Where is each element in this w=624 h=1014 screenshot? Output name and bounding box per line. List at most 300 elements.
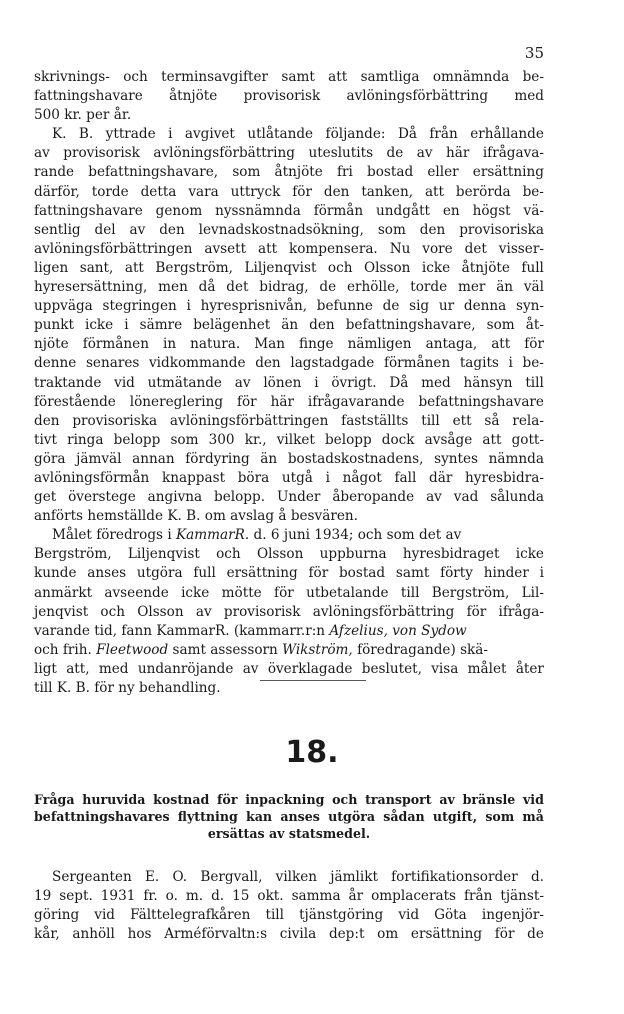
word: vid	[94, 907, 116, 924]
word: ingenjör-	[481, 907, 544, 924]
word: den	[159, 221, 185, 238]
word: något	[342, 469, 382, 486]
text-line	[34, 316, 544, 335]
word: hänsyn	[463, 374, 513, 391]
word: år	[348, 888, 364, 905]
word: K.	[52, 126, 67, 143]
word: kår,	[34, 926, 60, 943]
word: här	[446, 145, 470, 162]
heading-line: ersättas av statsmedel.	[207, 826, 371, 841]
text-line	[34, 450, 544, 469]
word: nyssnämnda	[215, 202, 301, 219]
text-line	[34, 641, 544, 660]
word: utlåtande	[247, 126, 314, 143]
text-line	[34, 87, 544, 106]
word: 1931	[100, 888, 136, 905]
word: befattningshavare,	[88, 164, 219, 181]
word: förty	[440, 565, 473, 582]
text-line	[34, 887, 544, 906]
word: vid	[398, 907, 420, 924]
word: och	[123, 69, 148, 85]
word: ersättning	[410, 926, 483, 943]
word: full	[521, 259, 544, 276]
word: annan	[132, 450, 175, 467]
text-line	[34, 144, 544, 163]
word: mötte	[221, 584, 262, 601]
word: av	[34, 145, 50, 162]
word: för	[274, 584, 294, 601]
word: omplacerats	[371, 888, 457, 905]
text-fragment: varande tid, fann KammarR. (kammarr.r:n	[34, 622, 330, 639]
word: hyresbidraget	[402, 546, 500, 563]
word: fastställts	[341, 412, 409, 429]
text-line	[34, 469, 544, 488]
text-line	[34, 374, 544, 393]
word: Lil-	[521, 584, 544, 601]
word: Bergvall,	[200, 869, 263, 885]
text-line	[34, 335, 544, 354]
word: Då	[389, 374, 409, 391]
word: Bergström,	[155, 259, 233, 276]
word: de	[382, 298, 400, 315]
word: den	[323, 183, 350, 200]
word: förmånen	[82, 336, 149, 353]
word: tagits	[459, 355, 499, 372]
word: icke	[515, 546, 544, 563]
word: följande:	[325, 126, 386, 143]
word: av	[416, 145, 433, 162]
word: som	[486, 317, 515, 334]
word: befunne	[316, 298, 373, 315]
word: utgå	[281, 469, 313, 486]
word: fall	[394, 469, 417, 486]
word: vara	[188, 183, 219, 200]
word: där	[429, 469, 453, 486]
word: get	[34, 489, 57, 506]
word: Bergström,	[431, 584, 510, 601]
word: som	[232, 164, 261, 181]
word: sept.	[59, 888, 93, 905]
word: Bergström,	[34, 546, 112, 563]
word: som	[377, 221, 406, 238]
word: utbetalande	[306, 584, 389, 601]
word: lönen	[263, 374, 302, 391]
word: avlöningsförbättringen	[169, 412, 329, 429]
word: det	[226, 279, 249, 296]
word: full	[193, 565, 216, 582]
word: tjänstgöring	[299, 907, 384, 924]
word: 19	[34, 888, 52, 905]
word: belopp	[324, 431, 372, 448]
word: hyresersättning,	[34, 279, 148, 296]
word: samtliga	[360, 69, 420, 85]
word: utgift,	[432, 809, 478, 824]
word: det	[464, 240, 487, 257]
word: fr.	[143, 888, 158, 905]
word: be-	[522, 183, 544, 200]
word: Då	[397, 126, 417, 143]
word: men	[158, 279, 188, 296]
word: förmånen	[383, 355, 451, 372]
word: anses	[87, 565, 127, 582]
word: Sergeanten	[52, 869, 132, 885]
word: torde	[410, 279, 448, 296]
word: be-	[522, 69, 544, 85]
word: till	[421, 412, 440, 429]
word: hyresprisnivån,	[200, 298, 308, 315]
word: kr.,	[244, 431, 267, 448]
text-line	[34, 278, 544, 297]
word: natura.	[190, 336, 241, 353]
text-line	[34, 259, 544, 278]
word: de	[319, 279, 337, 296]
word: förestående	[34, 393, 116, 410]
word: övrigt.	[331, 374, 377, 391]
word: ifråga-	[498, 603, 544, 620]
word: Under	[276, 489, 321, 506]
word: sentlig	[34, 221, 81, 238]
word: provisoriska	[459, 221, 544, 238]
word: Fälttelegrafkåren	[130, 907, 251, 924]
text-fragment: d. 6 juni 1934; och som det av	[249, 527, 462, 544]
word: de	[386, 145, 404, 162]
word: böra	[237, 469, 270, 486]
word: syntes	[434, 450, 478, 467]
word: kan	[246, 809, 273, 824]
word: till	[400, 584, 420, 601]
word: befattningshavare	[418, 393, 544, 410]
word: åt-	[525, 317, 544, 334]
word: 300	[208, 431, 235, 448]
section-number: 18.	[285, 735, 339, 770]
word: icke	[84, 317, 114, 334]
text-run	[34, 622, 467, 641]
word: nämnda	[488, 450, 544, 467]
word: del	[94, 221, 116, 238]
word: vid	[114, 374, 135, 391]
word: åtnjöte	[461, 259, 510, 276]
word: samma	[291, 888, 341, 905]
word: njöte	[34, 336, 69, 353]
text-line	[34, 622, 544, 641]
word: fattningshavare	[34, 88, 143, 105]
word: dep:t	[328, 926, 365, 943]
word: detta	[140, 183, 177, 200]
word: d.	[211, 888, 225, 905]
word: och	[100, 603, 125, 620]
word: Man	[254, 336, 285, 353]
word: för	[217, 792, 238, 807]
word: fri	[336, 164, 353, 181]
word: för	[236, 393, 257, 410]
text-line	[34, 183, 544, 202]
text-line	[34, 125, 544, 144]
word: ligen	[34, 259, 69, 276]
text-run	[34, 641, 488, 660]
text-line	[34, 526, 544, 545]
word: uteslutits	[308, 145, 374, 162]
word: i	[539, 565, 544, 582]
word: bränsle	[462, 792, 516, 807]
word: mer	[457, 279, 486, 296]
word: ersättning	[472, 164, 544, 181]
word: kunde	[34, 565, 77, 582]
text-line	[34, 202, 544, 221]
word: antaga,	[425, 336, 478, 353]
word: bidrag,	[259, 279, 309, 296]
word: för	[524, 336, 544, 353]
word: i	[168, 126, 173, 143]
word: fortifikationsorder	[391, 869, 518, 885]
text-line: till K. B. för ny behandling.	[34, 680, 221, 696]
word: och	[327, 259, 353, 276]
text-line	[34, 68, 544, 87]
word: att	[258, 240, 278, 257]
word: från	[429, 126, 458, 143]
word: civila	[279, 926, 317, 943]
word: åter	[515, 660, 544, 677]
text-line	[34, 906, 544, 925]
word: överstege	[68, 489, 136, 506]
word: omnämnda	[432, 69, 510, 85]
section-heading	[34, 791, 544, 842]
word: huruvida	[82, 792, 146, 807]
word: förmån	[313, 202, 364, 219]
word: provisorisk	[223, 603, 301, 620]
word: av	[195, 603, 212, 620]
word: i	[508, 355, 513, 372]
word: från	[464, 888, 493, 905]
word: ett	[452, 412, 472, 429]
italic-term: KammarR.	[176, 527, 250, 544]
word: sig	[409, 298, 430, 315]
word: vad	[453, 489, 479, 506]
word: att	[482, 431, 502, 448]
word: bostad	[367, 164, 414, 181]
word: utgöra	[328, 809, 376, 824]
word: skrivnings-	[34, 69, 110, 85]
word: provisoriska	[72, 412, 158, 429]
body-text-block	[34, 68, 544, 698]
text-line: 500 kr. per år.	[34, 107, 132, 124]
word: terminsavgifter	[161, 69, 269, 85]
word: Nu	[389, 240, 411, 257]
word: denne	[34, 355, 77, 372]
italic-name: Wikström,	[282, 641, 353, 658]
text-fragment: och frih.	[34, 641, 97, 658]
text-line	[34, 488, 544, 507]
word: tanken,	[361, 183, 414, 200]
word: utgöra	[136, 565, 183, 582]
word: än	[496, 279, 514, 296]
body-text-block	[34, 868, 544, 944]
word: d.	[530, 869, 544, 885]
word: ifrågava-	[482, 145, 544, 162]
text-line	[34, 163, 544, 182]
word: torde	[91, 183, 129, 200]
text-line	[34, 297, 544, 316]
word: berörda	[455, 183, 511, 200]
word: levnadskostnadsökning,	[198, 221, 364, 238]
word: in	[163, 336, 177, 353]
word: med	[421, 374, 451, 391]
word: av	[234, 374, 251, 391]
word: ersättning	[226, 565, 298, 582]
word: genom	[155, 202, 203, 219]
word: ifrågavarande	[307, 393, 405, 410]
word: kompensera.	[288, 240, 378, 257]
word: åtnjöte	[274, 164, 323, 181]
word: därför,	[34, 183, 80, 200]
text-line	[34, 393, 544, 412]
word: O.	[172, 869, 188, 885]
word: Olsson	[364, 259, 411, 276]
word: anmärkt	[34, 584, 93, 601]
page-number: 35	[524, 44, 544, 62]
word: denna	[463, 298, 507, 315]
word: transport	[365, 792, 432, 807]
word: fördyring	[185, 450, 250, 467]
word: bostad	[338, 565, 386, 582]
word: den	[309, 317, 335, 334]
word: avlöningsförbättring	[153, 145, 295, 162]
word: undgått	[376, 202, 430, 219]
word: anhöll	[72, 926, 115, 943]
word: befattningshavares	[34, 809, 170, 824]
word: uttryck	[230, 183, 281, 200]
text-line	[34, 240, 544, 259]
word: anses	[280, 809, 320, 824]
word: rela-	[512, 412, 544, 429]
word: angivna	[147, 489, 203, 506]
word: icke	[421, 259, 451, 276]
italic-names: Afzelius, von Sydow	[329, 622, 467, 639]
word: avsåge	[424, 431, 473, 448]
word: för	[466, 603, 487, 620]
word: befattningshavare,	[345, 317, 476, 334]
word: finge	[299, 336, 334, 353]
word: högst	[472, 202, 511, 219]
text-line	[34, 660, 544, 679]
word: syn-	[515, 298, 544, 315]
word: utmätande	[147, 374, 222, 391]
word: göra	[34, 450, 66, 467]
word: som	[170, 431, 199, 448]
word: av	[242, 660, 259, 677]
word: avlöningsförbättringen	[34, 240, 193, 257]
word: väl	[523, 279, 544, 296]
word: hos	[127, 926, 152, 943]
word: om	[377, 926, 399, 943]
word: inpackning	[245, 792, 325, 807]
word: sålunda	[490, 489, 544, 506]
word: provisorisk	[243, 88, 321, 105]
word: ligt	[34, 660, 57, 677]
word: eller	[427, 164, 459, 181]
section-divider	[260, 680, 366, 681]
word: av	[426, 489, 442, 506]
word: belägenhet	[193, 317, 271, 334]
word: åtnjöte	[169, 88, 218, 105]
word: för	[308, 565, 329, 582]
word: ur	[438, 298, 455, 315]
text-line	[34, 564, 544, 583]
word: med	[514, 88, 544, 105]
word: och	[216, 546, 241, 563]
word: vilken	[275, 869, 318, 885]
word: för	[292, 183, 312, 200]
word: till	[525, 374, 544, 391]
word: än	[281, 317, 299, 334]
word: här	[270, 393, 294, 410]
word: provisorisk	[63, 145, 140, 162]
word: att	[491, 336, 511, 353]
word: avlöningsförbättring	[346, 88, 489, 105]
word: yttrade	[105, 126, 156, 143]
word: sant,	[79, 259, 114, 276]
word: knappast	[162, 469, 226, 486]
word: sämre	[139, 317, 183, 334]
text-fragment: föredragande) skä-	[352, 641, 488, 658]
text-line	[34, 412, 544, 431]
word: lönereglering	[129, 393, 224, 410]
word: Olsson	[256, 546, 304, 563]
word: E.	[144, 869, 160, 885]
word: avlöningsförbättring	[312, 603, 455, 620]
word: den	[34, 412, 60, 429]
word: att	[424, 183, 444, 200]
word: med	[98, 660, 129, 677]
word: en	[442, 202, 460, 219]
text-line	[34, 584, 544, 603]
text-line	[34, 221, 544, 240]
word: jämväl	[76, 450, 122, 467]
word: o.	[165, 888, 178, 905]
word: belopp.	[214, 489, 266, 506]
text-line	[34, 545, 544, 564]
word: Liljenqvist	[127, 546, 200, 563]
word: senares	[85, 355, 140, 372]
word: visser-	[498, 240, 544, 257]
word: avlöningsförmån	[34, 469, 150, 486]
word: Olsson	[137, 603, 184, 620]
word: jenqvist	[34, 603, 89, 620]
word: hyresbidra-	[465, 469, 544, 486]
word: sådan	[383, 809, 425, 824]
word: gott-	[511, 431, 544, 448]
word: 15	[232, 888, 250, 905]
word: avgivet	[184, 126, 235, 143]
word: uppburna	[319, 546, 387, 563]
word: än	[260, 450, 278, 467]
word: att	[328, 69, 348, 85]
word: samt	[395, 565, 430, 582]
text-line	[34, 431, 544, 450]
word: den	[255, 355, 281, 372]
word: till	[265, 907, 284, 924]
word: då	[198, 279, 216, 296]
heading-line	[34, 808, 544, 825]
word: okt.	[257, 888, 284, 905]
word: vore	[422, 240, 453, 257]
text-line	[34, 354, 544, 373]
text-line: anförts hemställde K. B. om avslag å besvären.	[34, 508, 358, 525]
word: punkt	[34, 317, 74, 334]
word: att	[124, 259, 144, 276]
word: erhölle,	[346, 279, 400, 296]
word: i	[186, 298, 191, 315]
word: så	[484, 412, 500, 429]
